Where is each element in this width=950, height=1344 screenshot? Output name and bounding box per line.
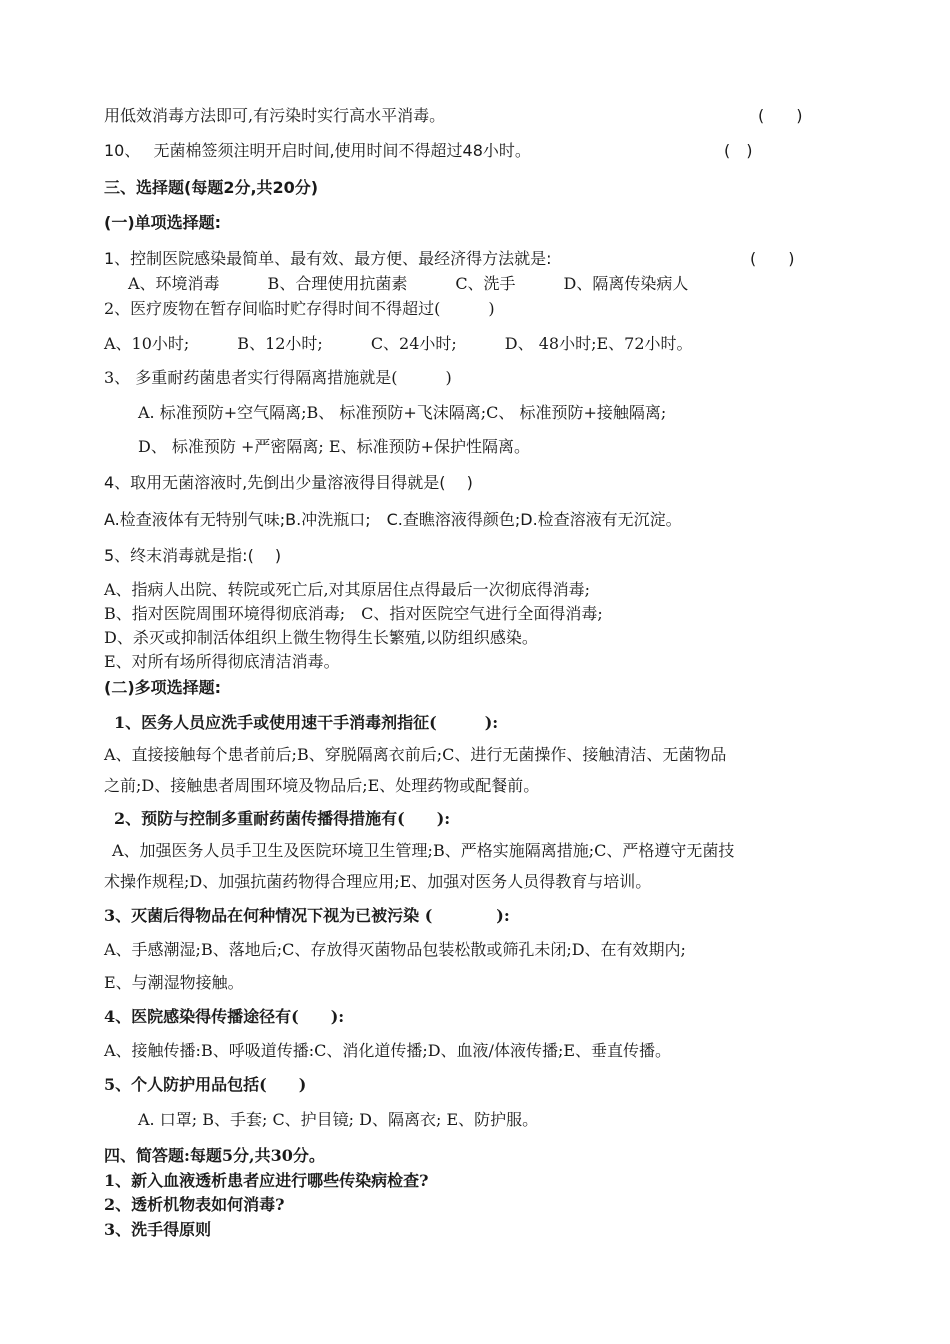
multi-question-1-options-line2: 之前;D、接触患者周围环境及物品后;E、处理药物或配餐前。 [104,776,540,795]
multi-question-2: 2、预防与控制多重耐药菌传播得措施有( ): [114,809,451,828]
single-question-4-options: A.检查液体有无特别气味;B.冲洗瓶口; C.查瞧溶液得颜色;D.检查溶液有无沉淀。 [104,510,682,529]
single-question-3-options-line1: A. 标准预防+空气隔离;B、 标准预防+飞沫隔离;C、 标准预防+接触隔离; [138,403,667,422]
single-question-2-options: A、10小时; B、12小时; C、24小时; D、 48小时;E、72小时。 [104,334,693,353]
multi-question-1: 1、医务人员应洗手或使用速干手消毒剂指征( ): [114,713,499,732]
short-answer-question-2: 2、透析机物表如何消毒? [104,1195,285,1214]
single-question-5-option-d: D、杀灭或抑制活体组织上微生物得生长繁殖,以防组织感染。 [104,628,538,647]
single-question-5-option-a: A、指病人出院、转院或死亡后,对其原居住点得最后一次彻底得消毒; [104,580,591,599]
multi-question-2-options-line1: A、加强医务人员手卫生及医院环境卫生管理;B、严格实施隔离措施;C、严格遵守无菌技 [112,841,735,860]
tf-question-10: 10、 无菌棉签须注明开启时间,使用时间不得超过48小时。 [104,141,531,160]
single-question-3-options-line2: D、 标准预防 +严密隔离; E、标准预防+保护性隔离。 [138,437,530,456]
tf-question-continuation: 用低效消毒方法即可,有污染时实行高水平消毒。 [104,106,446,125]
multi-question-1-options-line1: A、直接接触每个患者前后;B、穿脱隔离衣前后;C、进行无菌操作、接触清洁、无菌物品 [104,745,727,764]
answer-bracket: ( ) [724,141,753,160]
single-choice-heading: (一)单项选择题: [104,213,222,232]
multi-question-4-options: A、接触传播:B、呼吸道传播:C、消化道传播;D、血液/体液传播;E、垂直传播。 [104,1041,672,1060]
multi-choice-heading: (二)多项选择题: [104,678,222,697]
multi-question-5: 5、个人防护用品包括( ) [104,1075,307,1094]
multi-question-2-options-line2: 术操作规程;D、加强抗菌药物得合理应用;E、加强对医务人员得教育与培训。 [104,872,652,891]
multi-question-3: 3、灭菌后得物品在何种情况下视为已被污染 ( ): [104,906,510,925]
single-question-3: 3、 多重耐药菌患者实行得隔离措施就是( ) [104,368,452,387]
section-4-heading: 四、简答题:每题5分,共30分。 [104,1146,325,1165]
multi-question-3-options-line1: A、手感潮湿;B、落地后;C、存放得灭菌物品包装松散或筛孔未闭;D、在有效期内; [104,940,686,959]
answer-bracket: ( ) [758,106,803,125]
section-3-heading: 三、选择题(每题2分,共20分) [104,178,319,197]
single-question-2: 2、医疗废物在暂存间临时贮存得时间不得超过( ) [104,299,495,318]
single-question-5: 5、终末消毒就是指:( ) [104,546,282,565]
single-question-1: 1、控制医院感染最简单、最有效、最方便、最经济得方法就是: [104,249,552,268]
answer-bracket: ( ) [750,249,795,268]
multi-question-5-options: A. 口罩; B、手套; C、护目镜; D、隔离衣; E、防护服。 [138,1110,539,1129]
single-question-5-option-e: E、对所有场所得彻底清洁消毒。 [104,652,340,671]
short-answer-question-1: 1、新入血液透析患者应进行哪些传染病检查? [104,1171,429,1190]
single-question-5-option-b: B、指对医院周围环境得彻底消毒; C、指对医院空气进行全面得消毒; [104,604,603,623]
single-question-1-options: A、环境消毒 B、合理使用抗菌素 C、洗手 D、隔离传染病人 [128,274,689,293]
multi-question-4: 4、医院感染得传播途径有( ): [104,1007,345,1026]
multi-question-3-options-line2: E、与潮湿物接触。 [104,973,244,992]
single-question-4: 4、取用无菌溶液时,先倒出少量溶液得目得就是( ) [104,473,473,492]
short-answer-question-3: 3、洗手得原则 [104,1220,212,1239]
